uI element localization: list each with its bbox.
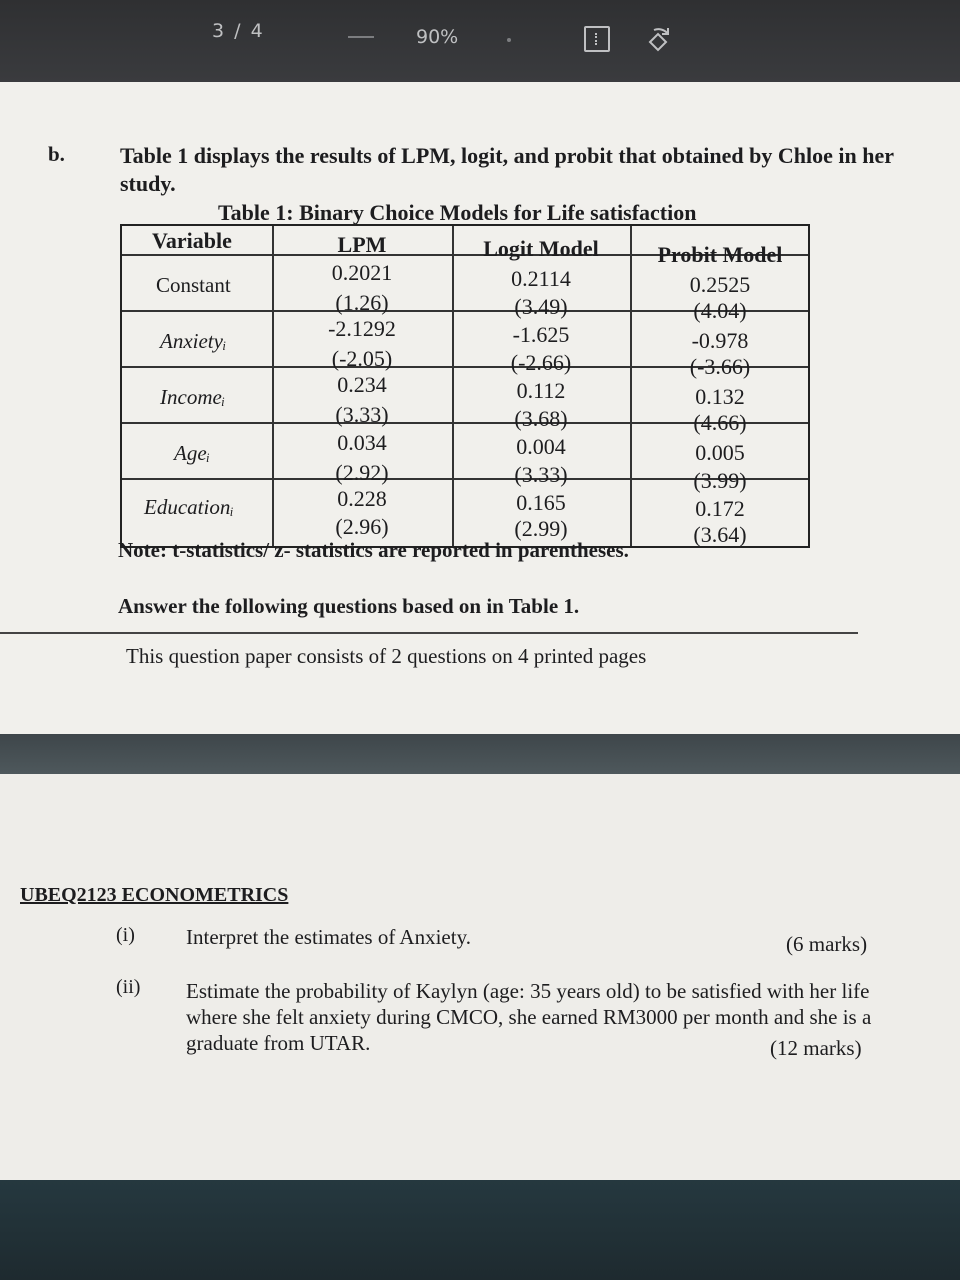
header-variable: Variable [152, 228, 232, 253]
logit-constant-t: (3.49) [514, 294, 568, 319]
results-table [120, 224, 810, 548]
row-age-label: Ageᵢ [174, 441, 210, 465]
document-page-next [0, 774, 960, 1180]
logit-anxiety: -1.625 [512, 322, 570, 347]
header-logit: Logit Model [483, 236, 599, 261]
probit-anxiety-t: (-3.66) [689, 354, 751, 379]
row-income-label: Incomeᵢ [160, 385, 226, 409]
probit-income: 0.132 [695, 384, 745, 409]
lpm-anxiety-t: (-2.05) [331, 346, 393, 371]
question-label: b. [48, 142, 65, 166]
lpm-age: 0.034 [337, 430, 387, 455]
instruction-text: Answer the following questions based on in Table 1. [118, 594, 580, 618]
course-header: UBEQ2123 ECONOMETRICS [20, 884, 289, 906]
table-title: Table 1: Binary Choice Models for Life satisfaction [218, 200, 697, 225]
page-gap [0, 734, 960, 774]
probit-age-t: (3.99) [693, 468, 747, 493]
subquestion-ii-marks: (12 marks) [770, 1036, 862, 1060]
viewer-background [0, 1180, 960, 1280]
probit-constant: 0.2525 [689, 272, 751, 297]
page-footer: This question paper consists of 2 questions on 4 printed pages [126, 644, 647, 668]
fit-page-icon[interactable] [584, 26, 610, 52]
probit-education-t: (3.64) [693, 522, 747, 547]
probit-constant-t: (4.04) [693, 298, 747, 323]
footer-divider [0, 632, 858, 634]
subquestion-i-marks: (6 marks) [786, 932, 868, 956]
logit-income: 0.112 [516, 378, 566, 403]
subquestion-ii-text: Estimate the probability of Kaylyn (age: 35 years old) to be satisfied with her life where she felt anxiety during CMCO, she earned RM3000 per month and she is a graduate from UTAR. [186, 979, 872, 1055]
lpm-education: 0.228 [337, 486, 387, 511]
lpm-constant-t: (1.26) [335, 290, 389, 315]
question-intro: Table 1 displays the results of LPM, logit, and probit that obtained by Chloe in her study. [120, 143, 894, 196]
zoom-in-icon[interactable] [507, 38, 511, 42]
row-constant-label: Constant [156, 273, 231, 297]
logit-constant: 0.2114 [511, 266, 571, 291]
row-education-label: Educationᵢ [144, 495, 234, 519]
page-indicator[interactable]: 3 / 4 [212, 20, 265, 42]
pdf-toolbar [0, 0, 960, 82]
lpm-constant: 0.2021 [331, 260, 393, 285]
logit-education: 0.165 [516, 490, 566, 515]
zoom-level[interactable]: 90% [416, 26, 459, 48]
subquestion-i-number: (i) [116, 924, 135, 946]
logit-income-t: (3.68) [514, 406, 568, 431]
logit-age-t: (3.33) [514, 462, 568, 487]
probit-education: 0.172 [695, 496, 745, 521]
lpm-age-t: (2.92) [335, 460, 389, 485]
subquestion-i-text: Interpret the estimates of Anxiety. [186, 925, 471, 949]
row-anxiety-label: Anxietyᵢ [160, 329, 227, 353]
lpm-anxiety: -2.1292 [328, 316, 396, 341]
rotate-icon[interactable] [642, 24, 674, 60]
subquestion-ii-number: (ii) [116, 976, 141, 998]
header-lpm: LPM [337, 232, 387, 257]
zoom-out-icon[interactable] [348, 36, 374, 38]
probit-anxiety: -0.978 [691, 328, 749, 353]
lpm-income: 0.234 [337, 372, 387, 397]
header-probit: Probit Model [657, 242, 783, 267]
probit-age: 0.005 [695, 440, 745, 465]
logit-anxiety-t: (-2.66) [510, 350, 572, 375]
logit-age: 0.004 [516, 434, 566, 459]
logit-education-t: (2.99) [514, 516, 568, 541]
probit-income-t: (4.66) [693, 410, 747, 435]
table-note: Note: t-statistics/ z- statistics are reported in parentheses. [118, 538, 629, 562]
lpm-income-t: (3.33) [335, 402, 389, 427]
lpm-education-t: (2.96) [335, 514, 389, 539]
